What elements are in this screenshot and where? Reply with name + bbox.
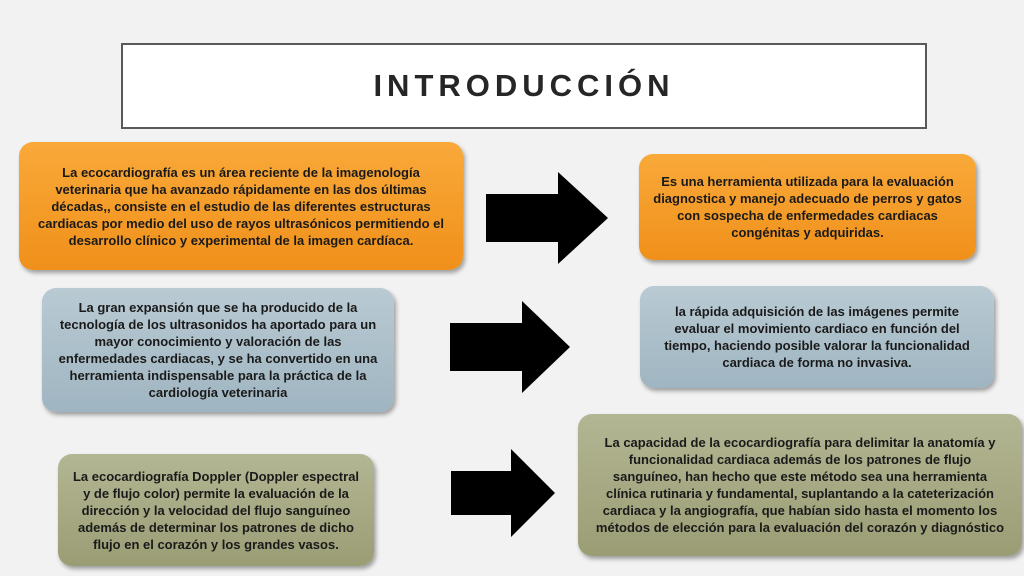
right-box-2-text: la rápida adquisición de las imágenes permite evaluar el movimiento cardiaco en función del tiempo, haciendo posible valorar la funcionalidad cardiaca de forma no invasiva. (664, 304, 970, 370)
right-box-2 (640, 286, 994, 388)
page-title: INTRODUCCIÓN (373, 68, 675, 103)
right-box-3-text: La capacidad de la ecocardiografía para delimitar la anatomía y funcionalidad cardiaca además de los patrones de flujo sanguíneo, han hecho que este método sea una herramienta clínica rutinaria y fundamental, suplantando a la cateterización cardiaca y la angiografía, que habían sido hasta el momento los métodos de elección para la evaluación del corazón y diagnóstico (595, 435, 1005, 535)
left-box-2-text: La gran expansión que se ha producido de la tecnología de los ultrasonidos ha aportado para un mayor conocimiento y valoración de las enfermedades cardiacas, y se ha convertido en una herramienta indispensable para la práctica de la cardiología veterinaria (58, 300, 378, 400)
right-box-1 (639, 154, 976, 260)
left-box-3-text: La ecocardiografía Doppler (Doppler espectral y de flujo color) permite la evaluación de la dirección y la velocidad del flujo sanguíneo además de determinar los patrones de dicho flujo en el corazón y los grandes vasos. (72, 468, 360, 552)
arrow-right-icon (451, 449, 555, 537)
title-box (121, 43, 927, 129)
arrow-right-icon (486, 172, 608, 264)
left-box-2 (42, 288, 394, 412)
left-box-1 (19, 142, 463, 270)
left-box-1-text: La ecocardiografía es un área reciente de la imagenología veterinaria que ha avanzado rápidamente en las dos últimas décadas,, consiste en el estudio de las diferentes estructuras cardiacas por medio del uso de rayos ultrasónicos permitiendo el desarrollo clínico y experimental de la imagen cardíaca. (37, 164, 444, 248)
right-box-1-text: Es una herramienta utilizada para la evaluación diagnostica y manejo adecuado de perros y gatos con sospecha de enfermedades cardiacas congénitas y adquiridas. (653, 174, 962, 240)
arrow-right-icon (450, 301, 570, 393)
left-box-3 (58, 454, 374, 566)
right-box-3 (578, 414, 1022, 556)
